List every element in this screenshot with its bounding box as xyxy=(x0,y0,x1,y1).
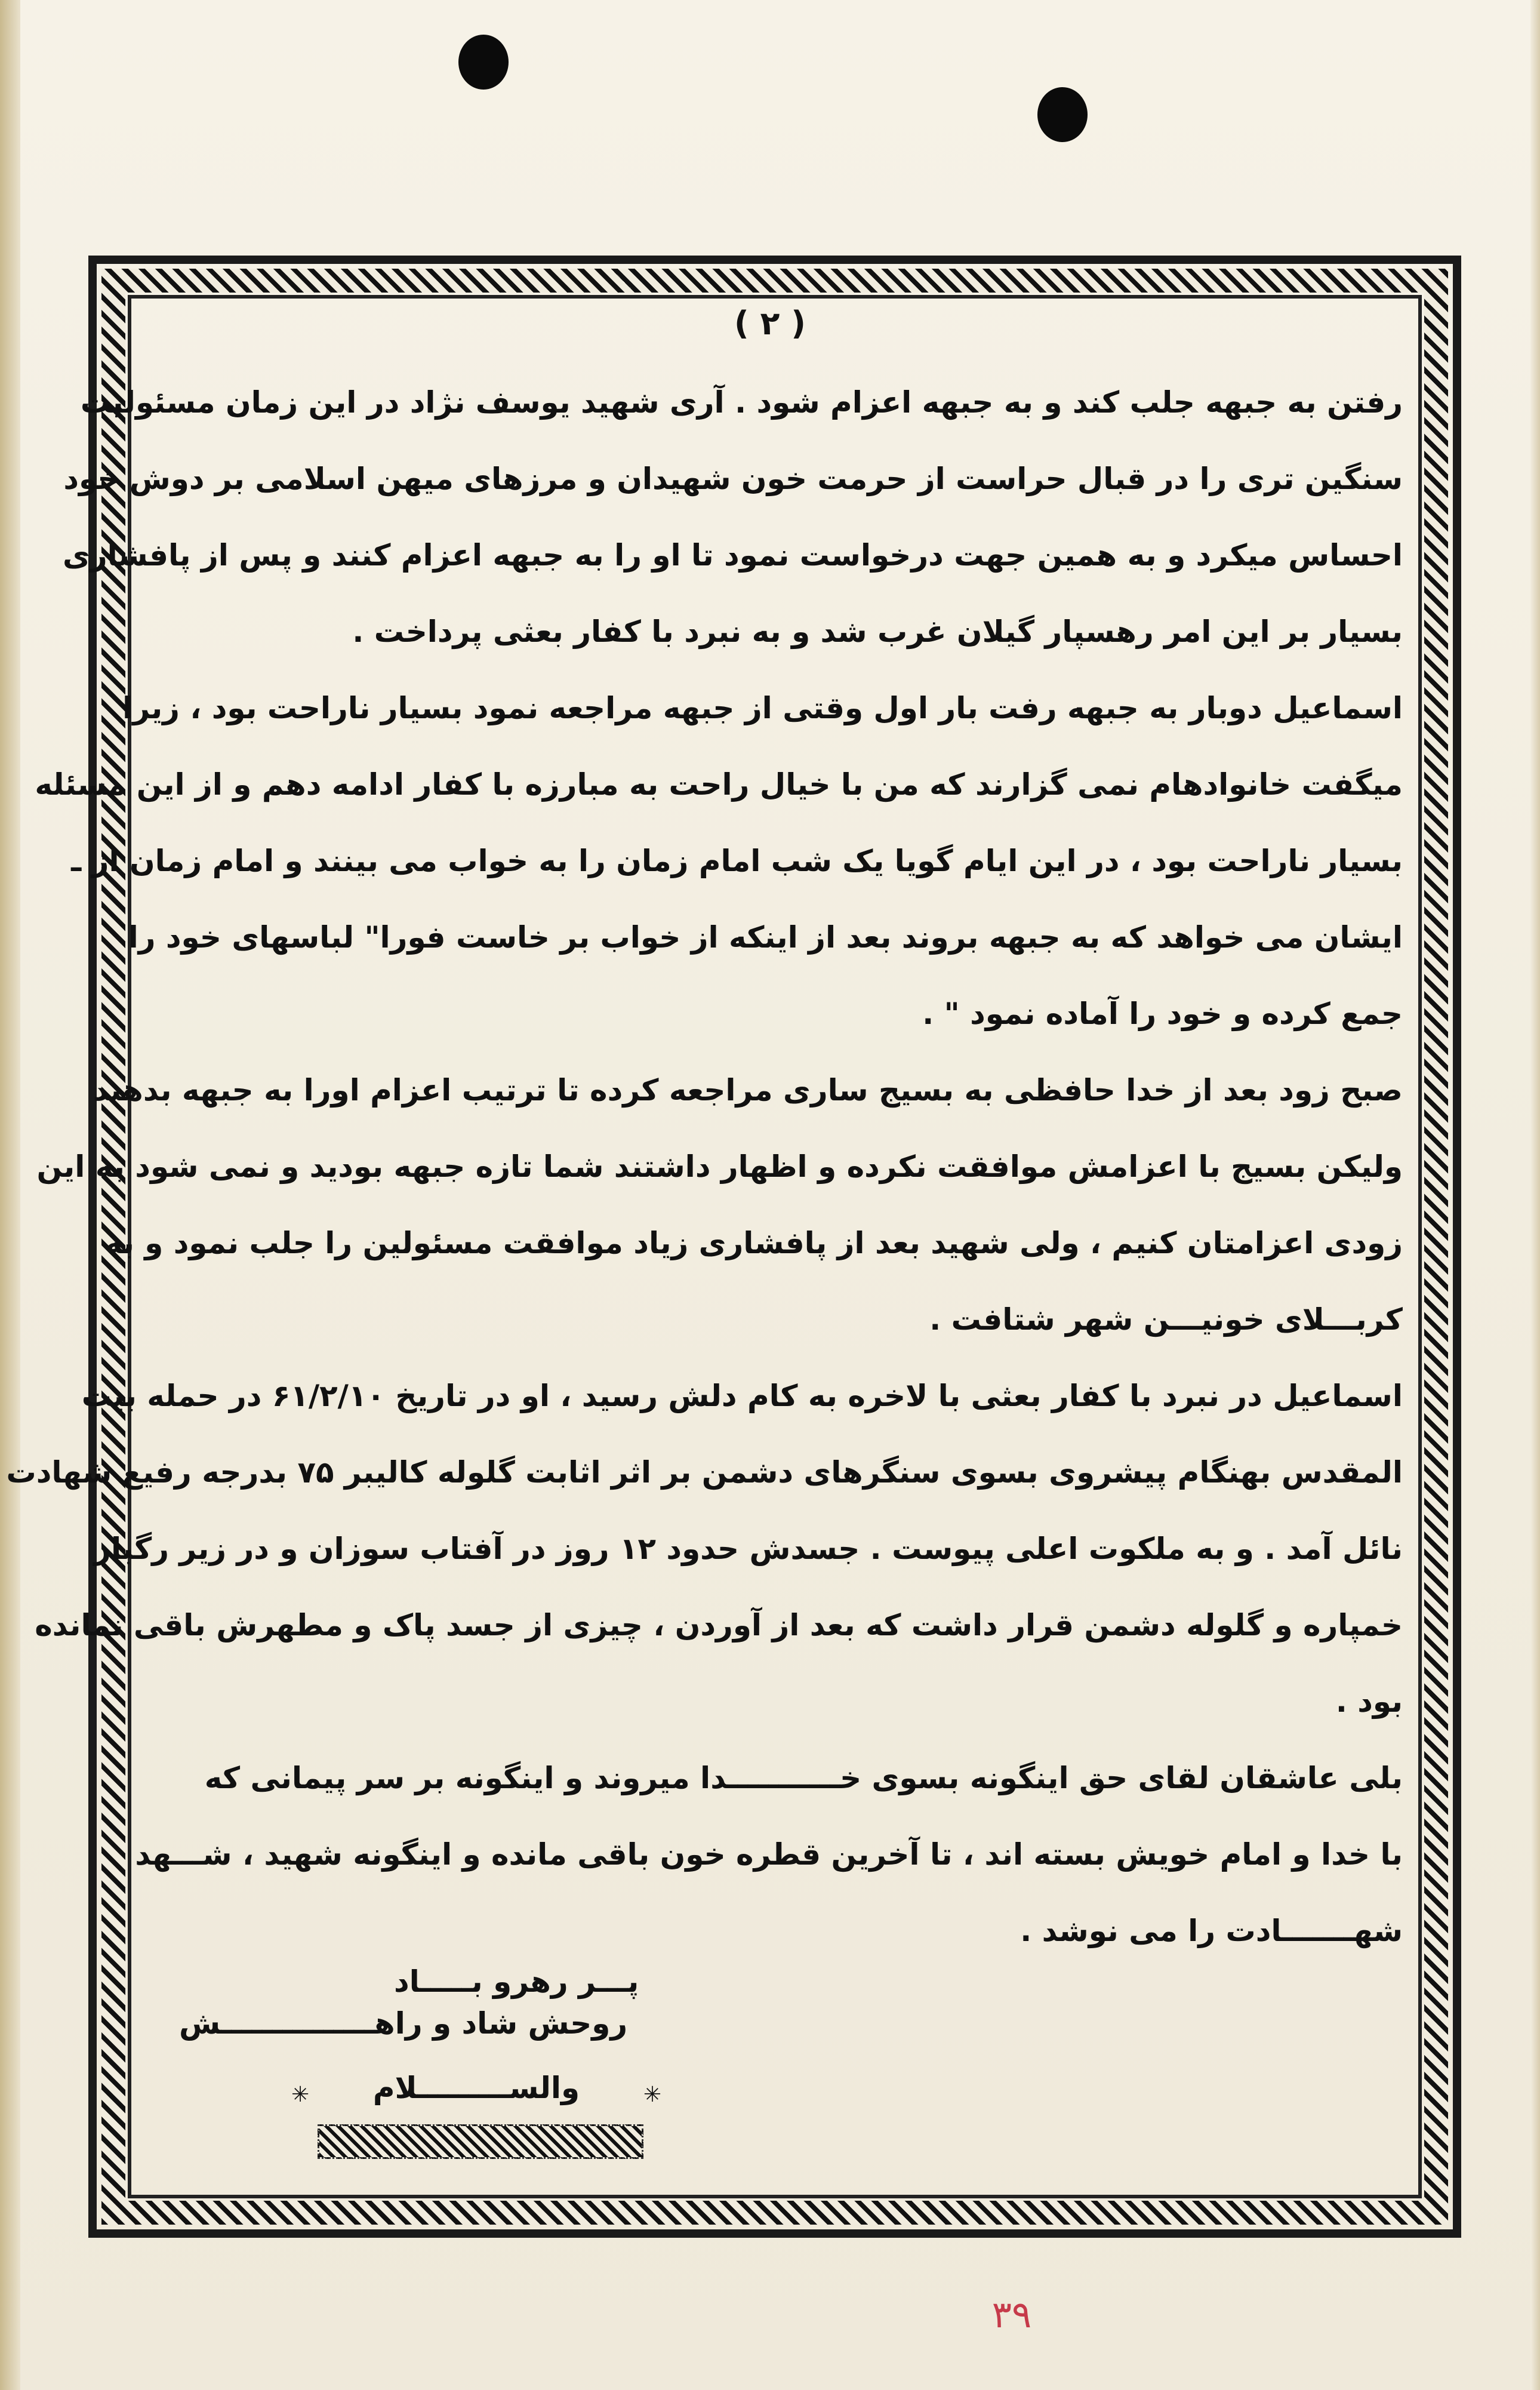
text-line: سنگین تری را در قبال حراست از حرمت خون شهیدان و مرزهای میهن اسلامی بر دوش خود xyxy=(63,462,1403,496)
paper-edge-left xyxy=(0,0,20,2390)
paragraph-3 xyxy=(36,1052,1403,1358)
text-line: بود . xyxy=(1335,1684,1403,1719)
paragraph-4 xyxy=(6,1358,1403,1740)
text-line: زودی اعزامتان کنیم ، ولی شهید بعد از پافشاری زیاد موافقت مسئولین را جلب نمود و به xyxy=(104,1226,1403,1260)
text-line: میگفت خانوادهام نمی گزارند که من با خیال راحت به مبارزه با کفار ادامه دهم و از این مسئله xyxy=(35,767,1403,802)
text-line: خمپاره و گلوله دشمن قرار داشت که بعد از آوردن ، چیزی از جسد پاک و مطهرش باقی نمانده xyxy=(35,1608,1403,1642)
signature-line-top: پـــر رهرو بـــــاد xyxy=(394,1964,639,1999)
punch-hole-right xyxy=(1037,87,1088,142)
signature-block xyxy=(179,1964,836,2041)
text-line: صبح زود بعد از خدا حافظی به بسیج ساری مراجعه کرده تا ترتیب اعزام اورا به جبهه بدهند xyxy=(93,1073,1403,1108)
text-line: ایشان می خواهد که به جبهه بروند بعد از اینکه از خواب بر خاست فورا" لباسهای خود را xyxy=(128,920,1403,955)
text-line: بسیار ناراحت بود ، در این ایام گویا یک شب امام زمان را به خواب می بینند و امام زمان از ـ xyxy=(71,844,1403,878)
star-icon: ✳ xyxy=(643,2083,661,2107)
punch-hole-left xyxy=(458,35,509,90)
paragraph-2 xyxy=(35,670,1403,1052)
signature-line-bottom: روحش شاد و راهـــــــــــــــش xyxy=(179,2006,628,2041)
text-line: المقدس بهنگام پیشروی بسوی سنگرهای دشمن بر اثر اثابت گلوله کالیبر ۷۵ بدرجه رفیع شهادت xyxy=(6,1455,1403,1490)
text-line: با خدا و امام خویش بسته اند ، تا آخرین قطره خون باقی مانده و اینگونه شهید ، شـــهد xyxy=(135,1837,1403,1872)
text-line: اسماعیل دوبار به جبهه رفت بار اول وقتی از جبهه مراجعه نمود بسیار ناراحت بود ، زیرا xyxy=(122,691,1403,725)
text-line: شهـــــــادت را می نوشد . xyxy=(1020,1914,1403,1948)
text-line: بلی عاشقان لقای حق اینگونه بسوی خـــــــــــدا میروند و اینگونه بر سر پیمانی که xyxy=(204,1761,1403,1795)
paragraph-1 xyxy=(63,364,1403,670)
decorative-dotted-bar xyxy=(318,2124,643,2159)
archive-page-number: ۳۹ xyxy=(991,2293,1032,2336)
paragraph-5 xyxy=(135,1740,1403,1969)
text-line: نائل آمد . و به ملکوت اعلی پیوست . جسدش حدود ۱۲ روز در آفتاب سوزان و در زیر رگبار xyxy=(94,1531,1403,1566)
star-icon: ✳ xyxy=(291,2083,310,2107)
text-line: ولیکن بسیج با اعزامش موافقت نکرده و اظهار داشتند شما تازه جبهه بودید و نمی شود به این xyxy=(36,1149,1403,1184)
text-line: اسماعیل در نبرد با کفار بعثی با لاخره به کام دلش رسید ، او در تاریخ ۶۱/۲/۱۰ در حمله بیت xyxy=(81,1379,1403,1413)
closing-text: والســـــــــلام xyxy=(372,2071,580,2105)
text-line: احساس میکرد و به همین جهت درخواست نمود تا او را به جبهه اعزام کنند و پس از پافشاری xyxy=(63,538,1403,573)
page-number: ( ۲ ) xyxy=(734,304,806,342)
letter-body xyxy=(6,364,1403,1969)
text-line: بسیار بر این امر رهسپار گیلان غرب شد و به نبرد با کفار بعثی پرداخت . xyxy=(352,614,1403,649)
closing-block xyxy=(291,2071,661,2112)
text-line: کربـــلای خونیـــن شهر شتافت . xyxy=(929,1302,1403,1337)
text-line: جمع کرده و خود را آماده نمود " . xyxy=(922,996,1403,1031)
paper-edge-right xyxy=(1530,0,1540,2390)
text-line: رفتن به جبهه جلب کند و به جبهه اعزام شود . آری شهید یوسف نژاد در این زمان مسئولیت xyxy=(80,385,1403,420)
